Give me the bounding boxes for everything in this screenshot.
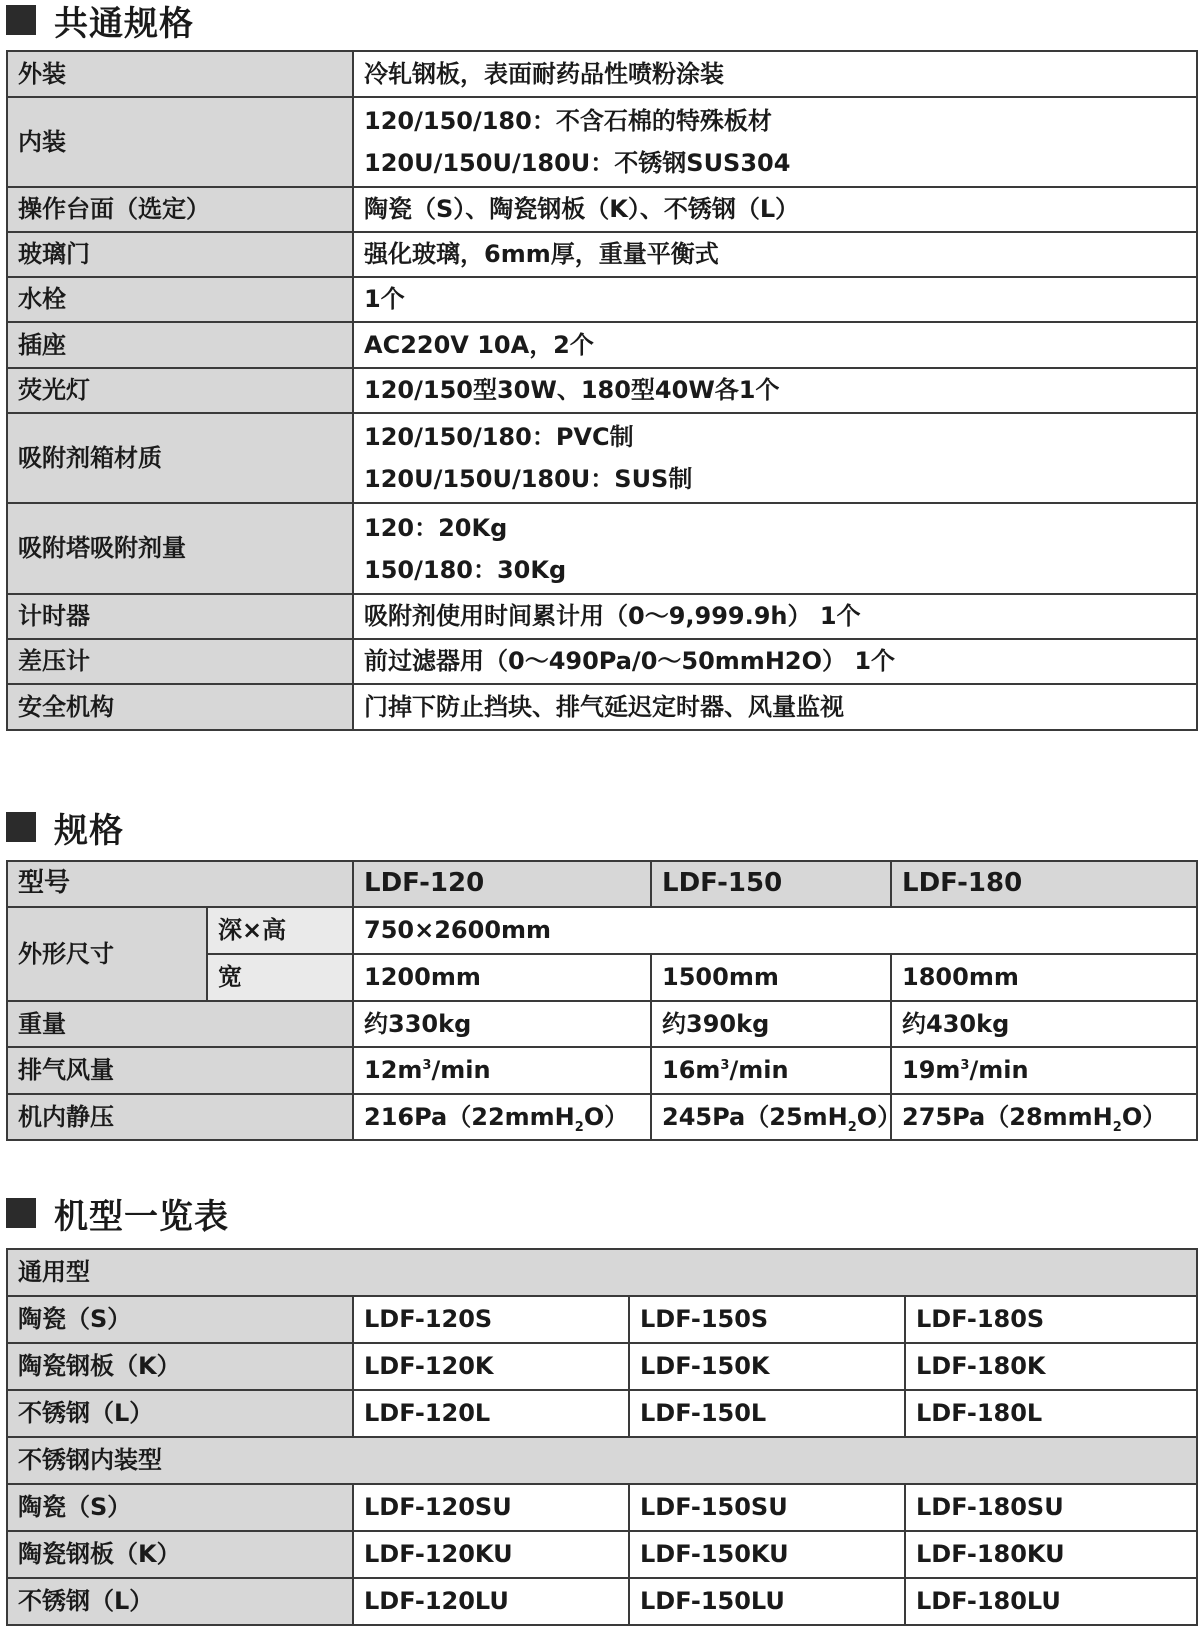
row-label: 水栓 <box>7 277 353 322</box>
airflow-label: 排气风量 <box>7 1047 353 1094</box>
row-value: 1个 <box>353 277 1197 322</box>
row-label: 陶瓷钢板（K） <box>7 1531 353 1578</box>
row-value: 强化玻璃，6mm厚，重量平衡式 <box>353 232 1197 277</box>
model-cell: LDF-120LU <box>353 1578 629 1625</box>
row-label: 陶瓷钢板（K） <box>7 1343 353 1390</box>
table-row <box>7 594 1197 639</box>
value-line: 120/150/180：PVC制 <box>364 423 634 451</box>
width-label: 宽 <box>207 954 353 1001</box>
pressure-value <box>651 1094 902 1140</box>
pressure-text: O） <box>856 1102 902 1131</box>
model-cell: LDF-120L <box>353 1390 629 1437</box>
row-label: 差压计 <box>7 639 353 684</box>
airflow-unit: /min <box>729 1056 789 1085</box>
row-label: 不锈钢（L） <box>7 1578 353 1625</box>
depth-height-label: 深×高 <box>207 907 353 954</box>
table-row <box>7 187 1197 232</box>
model-header: LDF-120 <box>353 861 651 907</box>
table-row <box>7 503 1197 594</box>
weight-label: 重量 <box>7 1001 353 1047</box>
row-value <box>353 413 1197 503</box>
pressure-text: O） <box>1121 1102 1167 1131</box>
table-row <box>7 684 1197 730</box>
table-row <box>7 907 1197 954</box>
value-line: 120U/150U/180U：不锈钢SUS304 <box>364 149 791 177</box>
table-row <box>7 1484 1197 1531</box>
model-cell: LDF-180LU <box>905 1578 1197 1625</box>
weight-value: 约390kg <box>651 1001 891 1047</box>
row-value: 120/150型30W、180型40W各1个 <box>353 368 1197 413</box>
row-label: 陶瓷（S） <box>7 1296 353 1343</box>
pressure-text: 245Pa（25mH <box>662 1102 848 1131</box>
table-row <box>7 322 1197 368</box>
model-cell: LDF-120KU <box>353 1531 629 1578</box>
model-cell: LDF-150S <box>629 1296 905 1343</box>
pressure-label: 机内静压 <box>7 1094 353 1140</box>
spec-title: 规格 <box>54 810 124 851</box>
spec-table <box>6 860 1198 1141</box>
model-cell: LDF-120S <box>353 1296 629 1343</box>
airflow-unit: /min <box>431 1056 491 1085</box>
row-label: 荧光灯 <box>7 368 353 413</box>
row-value: 吸附剂使用时间累计用（0～9,999.9h） 1个 <box>353 594 1197 639</box>
group-label: 通用型 <box>7 1249 1197 1296</box>
table-row <box>7 1531 1197 1578</box>
weight-value: 约330kg <box>353 1001 651 1047</box>
table-row <box>7 1001 1197 1047</box>
row-label: 计时器 <box>7 594 353 639</box>
row-value: 冷轧钢板，表面耐药品性喷粉涂装 <box>353 51 1197 97</box>
airflow-value <box>353 1047 651 1094</box>
row-label: 玻璃门 <box>7 232 353 277</box>
airflow-number: 12m <box>364 1056 423 1085</box>
pressure-text: 216Pa（22mmH <box>364 1102 575 1131</box>
pressure-subscript: 2 <box>574 1119 584 1135</box>
weight-value: 约430kg <box>891 1001 1197 1047</box>
model-cell: LDF-150KU <box>629 1531 905 1578</box>
row-label: 操作台面（选定） <box>7 187 353 232</box>
pressure-text: 275Pa（28mmH <box>902 1102 1113 1131</box>
section-square-icon <box>6 1198 36 1228</box>
airflow-value <box>891 1047 1197 1094</box>
group-row <box>7 1249 1197 1296</box>
row-label: 陶瓷（S） <box>7 1484 353 1531</box>
row-value: 陶瓷（S）、陶瓷钢板（K）、不锈钢（L） <box>353 187 1197 232</box>
table-row <box>7 1390 1197 1437</box>
table-row <box>7 639 1197 684</box>
table-row <box>7 1047 1197 1094</box>
section-square-icon <box>6 812 36 842</box>
pressure-text: O） <box>583 1102 629 1131</box>
model-cell: LDF-180L <box>905 1390 1197 1437</box>
airflow-number: 19m <box>902 1056 961 1085</box>
airflow-value <box>651 1047 891 1094</box>
models-title: 机型一览表 <box>54 1196 229 1237</box>
models-heading <box>6 1193 229 1237</box>
common-spec-table <box>6 50 1198 731</box>
model-cell: LDF-180S <box>905 1296 1197 1343</box>
pressure-value <box>891 1094 1197 1140</box>
row-value <box>353 503 1197 594</box>
table-row <box>7 51 1197 97</box>
value-line: 120/150/180：不含石棉的特殊板材 <box>364 107 772 135</box>
common-spec-title: 共通规格 <box>54 3 194 44</box>
model-cell: LDF-150L <box>629 1390 905 1437</box>
row-value: AC220V 10A，2个 <box>353 322 1197 368</box>
spec-heading <box>6 807 124 851</box>
value-line: 150/180：30Kg <box>364 555 567 584</box>
model-cell: LDF-180K <box>905 1343 1197 1390</box>
pressure-subscript: 2 <box>847 1119 857 1135</box>
dimension-label: 外形尺寸 <box>7 907 207 1001</box>
model-cell: LDF-150K <box>629 1343 905 1390</box>
airflow-exponent: 3 <box>960 1058 970 1074</box>
model-cell: LDF-150SU <box>629 1484 905 1531</box>
value-line: 120U/150U/180U：SUS制 <box>364 465 693 493</box>
common-spec-heading <box>6 0 194 44</box>
model-header: LDF-180 <box>891 861 1197 907</box>
table-row <box>7 1296 1197 1343</box>
table-row <box>7 413 1197 503</box>
row-label: 外装 <box>7 51 353 97</box>
models-table <box>6 1248 1198 1626</box>
model-cell: LDF-120SU <box>353 1484 629 1531</box>
table-row <box>7 232 1197 277</box>
row-label: 吸附剂箱材质 <box>7 413 353 503</box>
width-value: 1800mm <box>891 954 1197 1001</box>
value-line: 120：20Kg <box>364 513 508 542</box>
row-label: 内装 <box>7 97 353 187</box>
row-label: 不锈钢（L） <box>7 1390 353 1437</box>
model-header: LDF-150 <box>651 861 891 907</box>
table-row <box>7 368 1197 413</box>
row-value <box>353 97 1197 187</box>
pressure-subscript: 2 <box>1112 1119 1122 1135</box>
section-square-icon <box>6 5 36 35</box>
airflow-exponent: 3 <box>422 1058 432 1074</box>
width-value: 1200mm <box>353 954 651 1001</box>
model-cell: LDF-180SU <box>905 1484 1197 1531</box>
airflow-exponent: 3 <box>720 1058 730 1074</box>
model-cell: LDF-120K <box>353 1343 629 1390</box>
airflow-number: 16m <box>662 1056 721 1085</box>
group-label: 不锈钢内装型 <box>7 1437 1197 1484</box>
group-row <box>7 1437 1197 1484</box>
table-row <box>7 1578 1197 1625</box>
airflow-unit: /min <box>969 1056 1029 1085</box>
table-row <box>7 97 1197 187</box>
row-label: 吸附塔吸附剂量 <box>7 503 353 594</box>
row-value: 门掉下防止挡块、排气延迟定时器、风量监视 <box>353 684 1197 730</box>
row-label: 安全机构 <box>7 684 353 730</box>
pressure-value <box>353 1094 651 1140</box>
table-row <box>7 1094 1197 1140</box>
table-row <box>7 277 1197 322</box>
width-value: 1500mm <box>651 954 891 1001</box>
model-cell: LDF-180KU <box>905 1531 1197 1578</box>
depth-height-value: 750×2600mm <box>353 907 1197 954</box>
model-cell: LDF-150LU <box>629 1578 905 1625</box>
table-row <box>7 1343 1197 1390</box>
row-value: 前过滤器用（0～490Pa/0～50mmH2O） 1个 <box>353 639 1197 684</box>
row-label: 插座 <box>7 322 353 368</box>
model-label: 型号 <box>7 861 353 907</box>
table-row <box>7 861 1197 907</box>
